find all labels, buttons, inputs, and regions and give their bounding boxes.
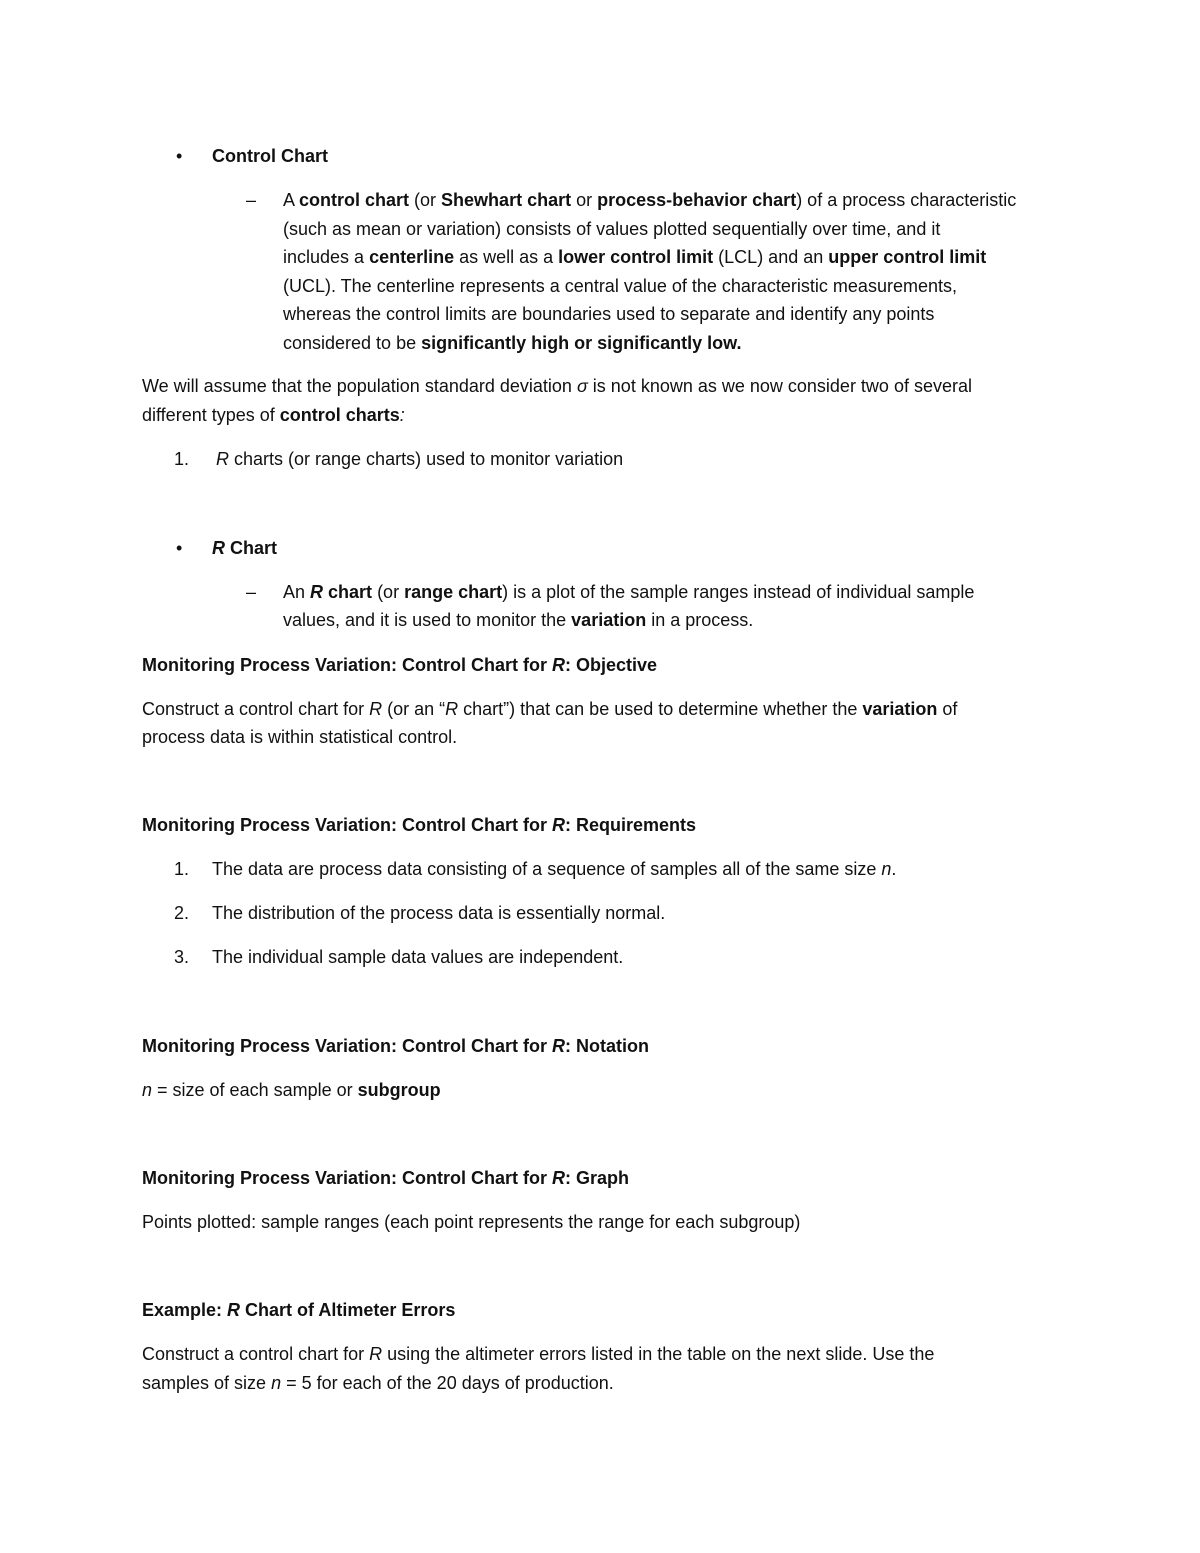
graph-heading: Monitoring Process Variation: Control Chart for R: Graph [142, 1168, 630, 1188]
list-number: 3. [174, 947, 190, 967]
list-number: 1. [174, 449, 190, 469]
notation-heading: Monitoring Process Variation: Control Chart for R: Notation [142, 1036, 650, 1056]
control-chart-heading: Control Chart [212, 146, 328, 166]
example-line-1: Construct a control chart for R using the altimeter errors listed in the table on the next slide. Use the [142, 1344, 935, 1364]
list-item: The individual sample data values are independent. [212, 947, 624, 967]
objective-heading: Monitoring Process Variation: Control Chart for R: Objective [142, 655, 658, 675]
example-line-2: samples of size n = 5 for each of the 20 days of production. [142, 1373, 614, 1393]
control-chart-definition-line-5: whereas the control limits are boundaries used to separate and identify any points [283, 304, 935, 324]
example-heading: Example: R Chart of Altimeter Errors [142, 1300, 456, 1320]
r-chart-definition-line-2: values, and it is used to monitor the variation in a process. [283, 610, 754, 630]
requirements-heading: Monitoring Process Variation: Control Chart for R: Requirements [142, 815, 697, 835]
graph-line: Points plotted: sample ranges (each point represents the range for each subgroup) [142, 1212, 801, 1232]
dash-marker: – [246, 582, 257, 602]
control-chart-definition-line-6: considered to be significantly high or significantly low. [283, 333, 742, 353]
dash-marker: – [246, 190, 257, 210]
objective-line-1: Construct a control chart for R (or an “R chart”) that can be used to determine whether the variation of [142, 699, 958, 719]
list-item: The data are process data consisting of a sequence of samples all of the same size n. [212, 859, 897, 879]
bullet-marker: • [176, 538, 183, 558]
list-item: R charts (or range charts) used to monitor variation [216, 449, 624, 469]
assumption-line-1: We will assume that the population standard deviation σ is not known as we now consider two of several [142, 376, 972, 396]
objective-line-2: process data is within statistical control. [142, 727, 458, 747]
control-chart-definition-line-4: (UCL). The centerline represents a central value of the characteristic measurements, [283, 276, 957, 296]
control-chart-definition-line-1: A control chart (or Shewhart chart or process-behavior chart) of a process characteristic [283, 190, 1017, 210]
notation-line: n = size of each sample or subgroup [142, 1080, 441, 1100]
control-chart-definition-line-2: (such as mean or variation) consists of values plotted sequentially over time, and it [283, 219, 941, 239]
r-chart-heading: R Chart [212, 538, 278, 558]
list-number: 1. [174, 859, 190, 879]
list-item: The distribution of the process data is essentially normal. [212, 903, 666, 923]
bullet-marker: • [176, 146, 183, 166]
r-chart-definition-line-1: An R chart (or range chart) is a plot of the sample ranges instead of individual sample [283, 582, 975, 602]
assumption-line-2: different types of control charts: [142, 405, 405, 425]
list-number: 2. [174, 903, 190, 923]
control-chart-definition-line-3: includes a centerline as well as a lower control limit (LCL) and an upper control limit [283, 247, 987, 267]
